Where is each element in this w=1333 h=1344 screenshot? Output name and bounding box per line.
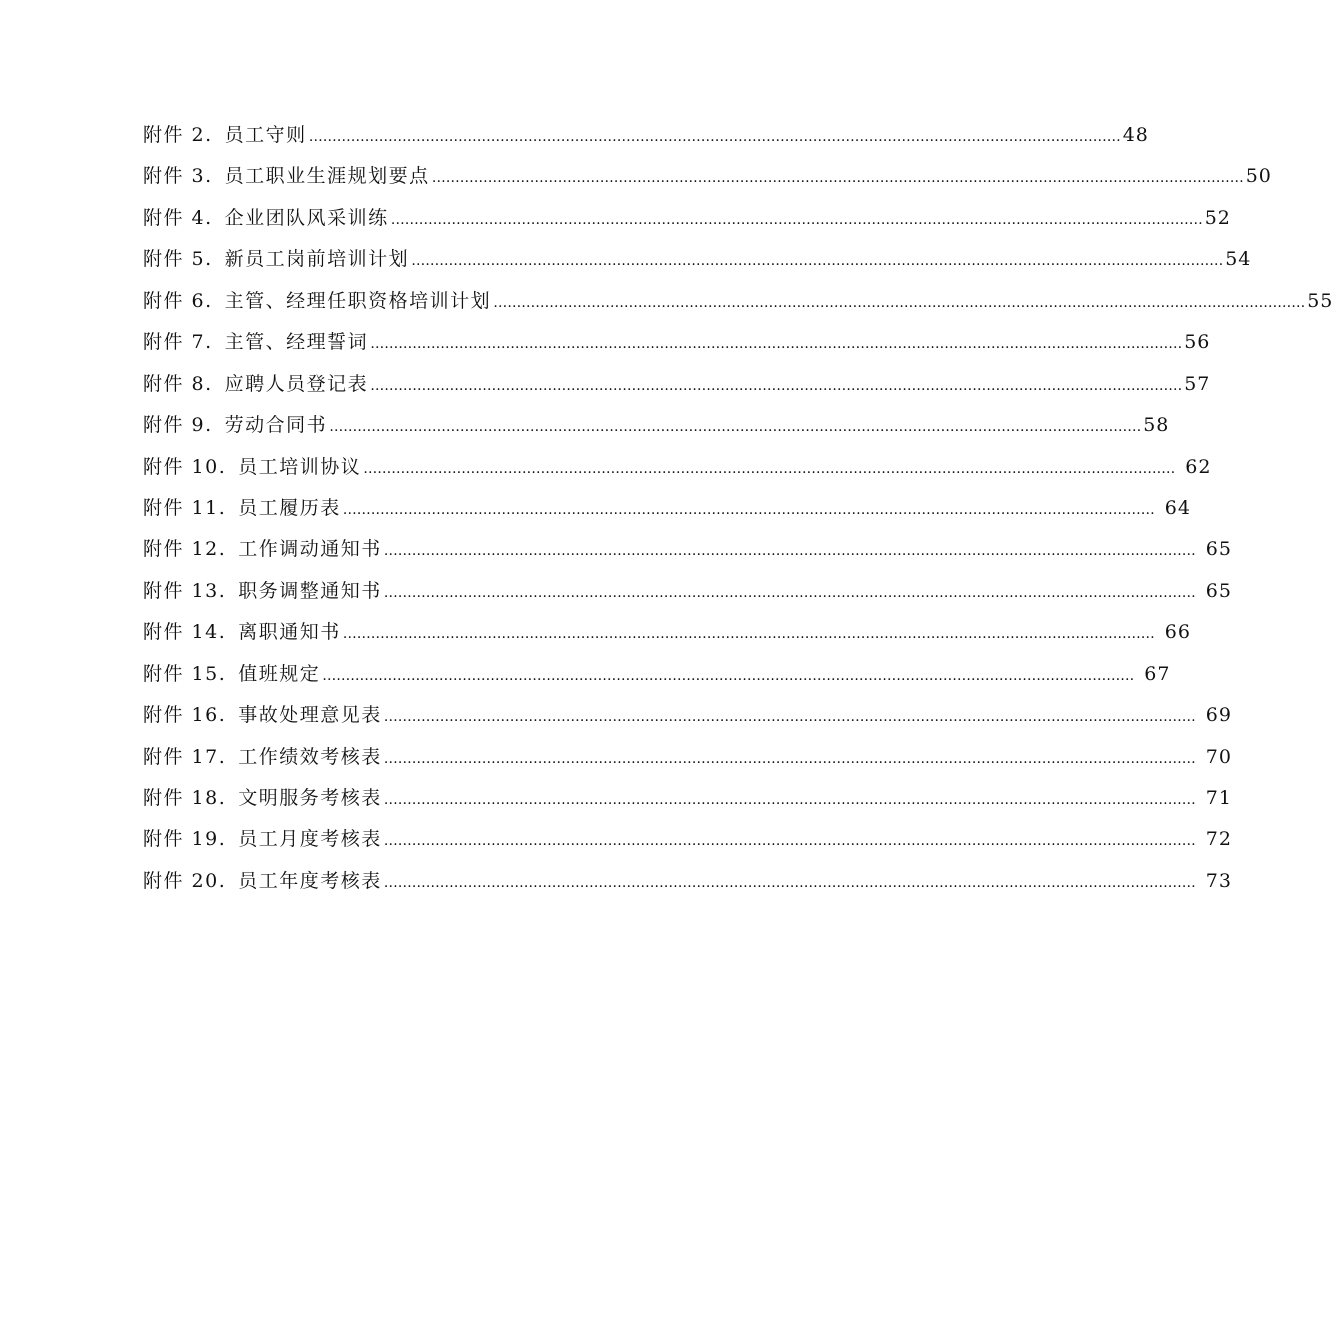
page-number: 52 (1204, 206, 1231, 229)
entry-label: 附件 13. (143, 579, 227, 602)
dot-leader: ………………………………………………………………………………………………………………………………………………………… (329, 419, 1142, 436)
page-number: 57 (1184, 372, 1211, 395)
dot-leader: ………………………………………………………………………………………………………………………………………………………… (493, 294, 1306, 311)
entry-title: 工作调动通知书 (238, 538, 382, 561)
dot-leader: ………………………………………………………………………………………………………………………………………………………… (383, 543, 1196, 560)
toc-entry[interactable] (143, 327, 1211, 368)
entry-label: 附件 16. (143, 704, 227, 727)
toc-entry[interactable] (143, 783, 1232, 824)
page-number: 71 (1205, 787, 1232, 809)
toc-entry[interactable] (143, 866, 1232, 907)
page-number: 50 (1245, 165, 1272, 188)
dot-leader: ………………………………………………………………………………………………………………………………………………………… (322, 667, 1135, 684)
toc-entry[interactable] (143, 493, 1191, 534)
toc-entry[interactable] (143, 244, 1252, 285)
entry-title: 员工月度考核表 (238, 828, 382, 851)
entry-title: 工作绩效考核表 (238, 745, 382, 768)
toc-entry[interactable] (143, 120, 1149, 161)
page-number: 55 (1307, 289, 1333, 312)
entry-title: 文明服务考核表 (238, 787, 382, 809)
entry-title: 员工职业生涯规划要点 (224, 165, 430, 188)
page-number: 54 (1225, 248, 1252, 271)
entry-title: 值班规定 (238, 662, 321, 685)
toc-entry[interactable] (143, 161, 1272, 202)
page-number: 66 (1164, 621, 1191, 644)
dot-leader: ………………………………………………………………………………………………………………………………………………………… (363, 460, 1176, 477)
entry-title: 应聘人员登记表 (224, 372, 369, 395)
entry-title: 事故处理意见表 (238, 704, 382, 727)
toc-entry[interactable] (143, 369, 1211, 410)
entry-title: 主管、经理任职资格培训计划 (224, 289, 492, 312)
entry-label: 附件 8. (143, 372, 213, 395)
page-number: 67 (1144, 662, 1171, 685)
page-number: 70 (1205, 745, 1232, 768)
entry-label: 附件 6. (143, 289, 213, 312)
dot-leader: ………………………………………………………………………………………………………………………………………………………… (411, 253, 1224, 270)
dot-leader: ………………………………………………………………………………………………………………………………………………………… (370, 377, 1183, 394)
dot-leader: ………………………………………………………………………………………………………………………………………………………… (383, 584, 1196, 601)
page-number: 58 (1143, 414, 1170, 437)
entry-label: 附件 18. (143, 787, 227, 809)
page-number: 48 (1122, 124, 1149, 146)
entry-label: 附件 3. (143, 165, 213, 188)
page-number: 56 (1184, 331, 1211, 354)
dot-leader: ………………………………………………………………………………………………………………………………………………………… (383, 792, 1196, 808)
entry-title: 主管、经理誓词 (224, 331, 369, 354)
entry-label: 附件 11. (143, 496, 227, 519)
page-number: 72 (1205, 828, 1232, 851)
page-number: 65 (1205, 579, 1232, 602)
entry-label: 附件 12. (143, 538, 227, 561)
entry-title: 劳动合同书 (224, 414, 328, 437)
toc-entry[interactable] (143, 452, 1212, 493)
dot-leader: ………………………………………………………………………………………………………………………………………………………… (431, 170, 1244, 187)
dot-leader: ………………………………………………………………………………………………………………………………………………………… (342, 626, 1155, 643)
dot-leader: ………………………………………………………………………………………………………………………………………………………… (390, 211, 1203, 228)
toc-entry[interactable] (143, 286, 1333, 327)
page-number: 65 (1205, 538, 1232, 561)
entry-label: 附件 19. (143, 828, 227, 851)
toc-entry[interactable] (143, 659, 1171, 700)
page-number: 73 (1205, 869, 1232, 892)
entry-title: 职务调整通知书 (238, 579, 382, 602)
page-number: 64 (1164, 496, 1191, 519)
dot-leader: ………………………………………………………………………………………………………………………………………………………… (383, 874, 1196, 891)
entry-label: 附件 9. (143, 414, 213, 437)
dot-leader: ………………………………………………………………………………………………………………………………………………………… (308, 129, 1121, 145)
toc-entry[interactable] (143, 203, 1231, 244)
dot-leader: ………………………………………………………………………………………………………………………………………………………… (370, 336, 1183, 353)
toc-entry[interactable] (143, 617, 1191, 658)
entry-title: 员工年度考核表 (238, 869, 382, 892)
entry-title: 员工培训协议 (238, 455, 362, 478)
entry-title: 离职通知书 (238, 621, 341, 644)
dot-leader: ………………………………………………………………………………………………………………………………………………………… (342, 501, 1155, 518)
entry-label: 附件 2. (143, 124, 213, 146)
page-number: 62 (1185, 455, 1212, 478)
dot-leader: ………………………………………………………………………………………………………………………………………………………… (383, 709, 1196, 726)
table-of-contents (143, 120, 1333, 907)
toc-entry[interactable] (143, 410, 1170, 451)
entry-title: 新员工岗前培训计划 (224, 248, 410, 271)
entry-label: 附件 5. (143, 248, 213, 271)
entry-label: 附件 15. (143, 662, 227, 685)
entry-label: 附件 17. (143, 745, 227, 768)
toc-entry[interactable] (143, 824, 1232, 865)
entry-label: 附件 10. (143, 455, 227, 478)
toc-entry[interactable] (143, 576, 1232, 617)
toc-entry[interactable] (143, 534, 1232, 575)
dot-leader: ………………………………………………………………………………………………………………………………………………………… (383, 833, 1196, 850)
entry-label: 附件 14. (143, 621, 227, 644)
toc-entry[interactable] (143, 700, 1232, 741)
entry-label: 附件 7. (143, 331, 213, 354)
toc-entry[interactable] (143, 742, 1232, 783)
entry-title: 员工履历表 (238, 496, 341, 519)
entry-title: 员工守则 (224, 124, 307, 146)
entry-title: 企业团队风采训练 (224, 206, 389, 229)
dot-leader: ………………………………………………………………………………………………………………………………………………………… (383, 750, 1196, 767)
entry-label: 附件 20. (143, 869, 227, 892)
page-number: 69 (1205, 704, 1232, 727)
entry-label: 附件 4. (143, 206, 213, 229)
